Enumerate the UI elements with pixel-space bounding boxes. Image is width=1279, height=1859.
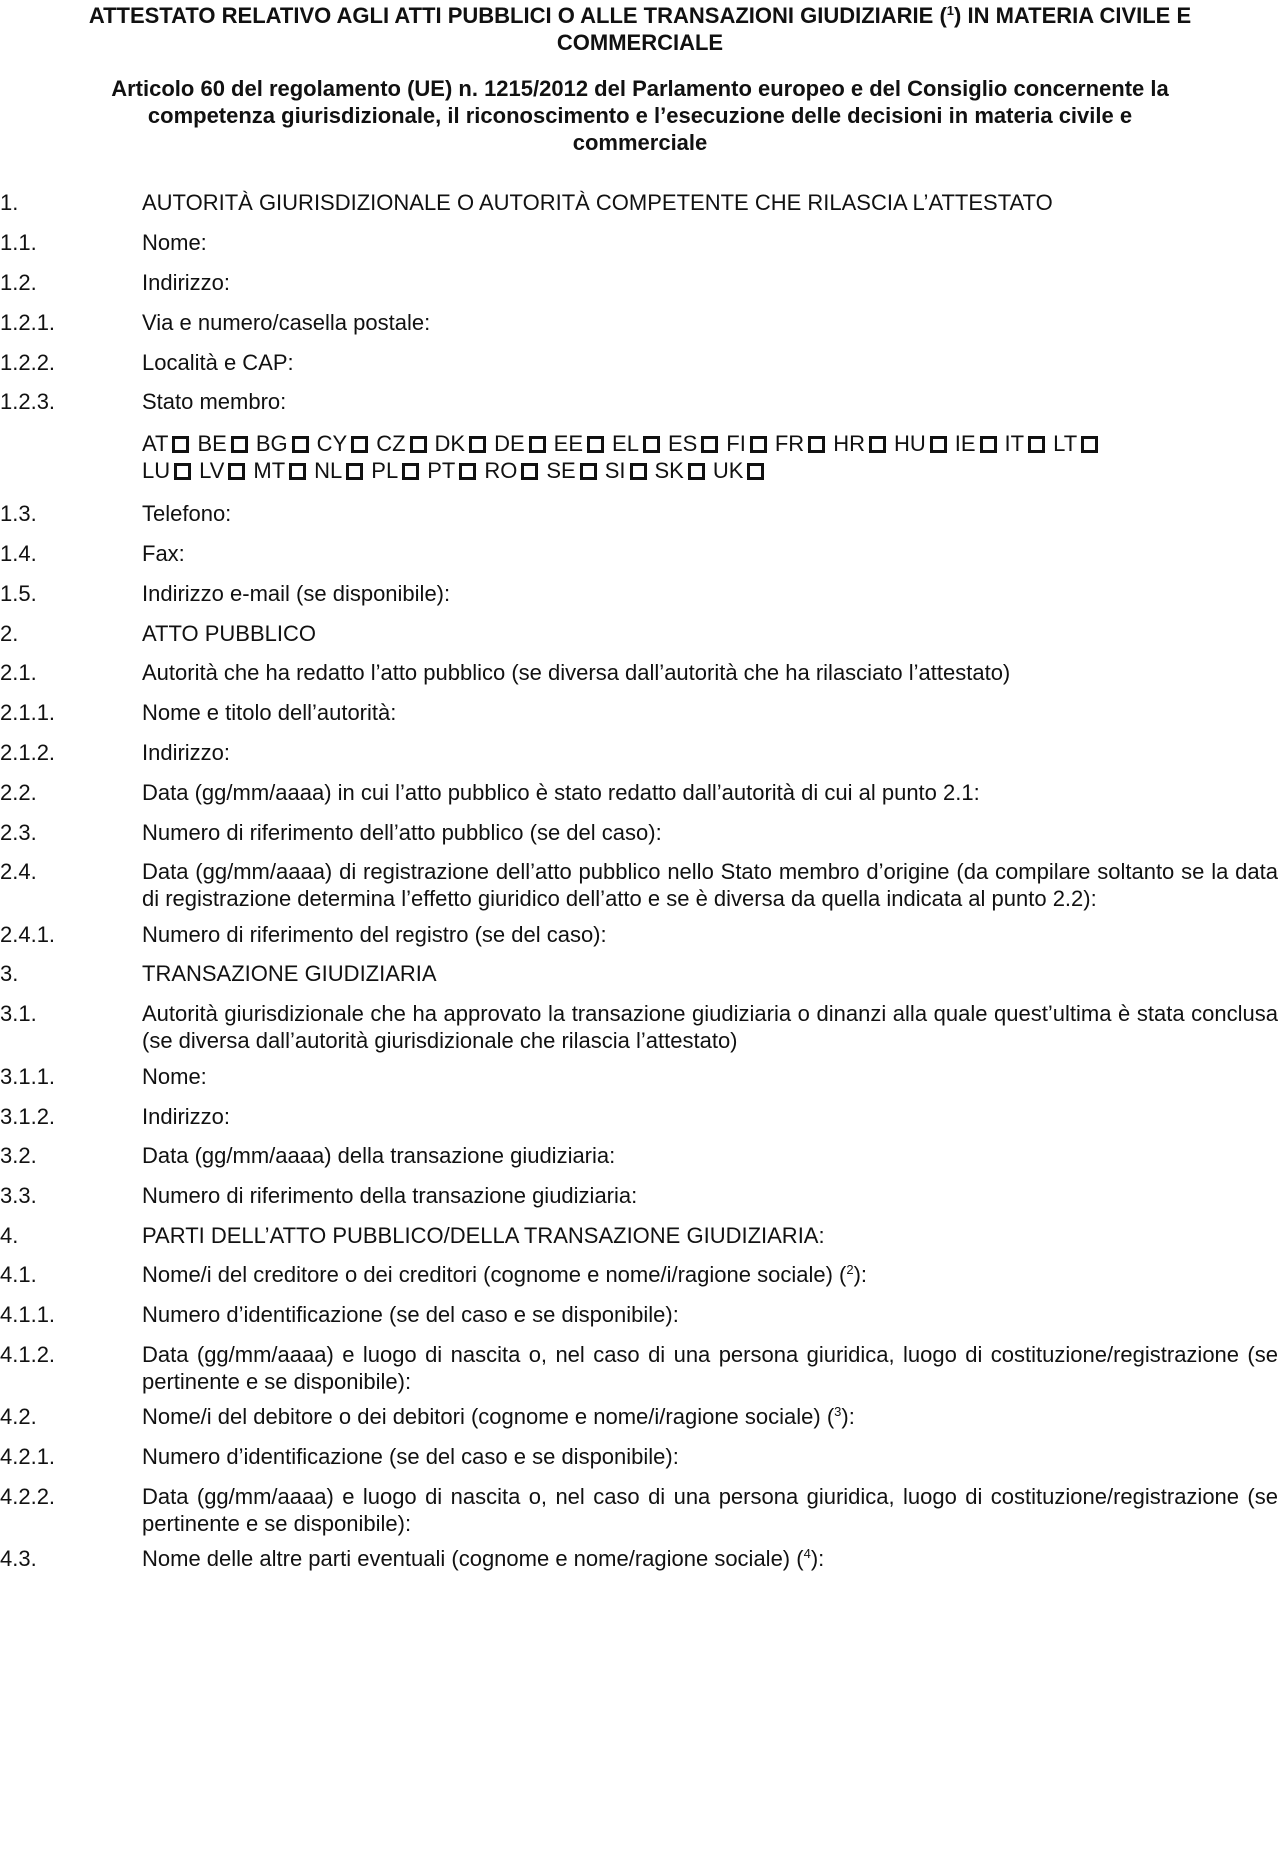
member-state-code: DE: [494, 431, 525, 456]
item-number: 1.2.3.: [0, 389, 56, 414]
member-state-code: EL: [612, 431, 639, 456]
member-state-row-2: [142, 457, 772, 484]
member-state-option[interactable]: [197, 430, 253, 457]
item-label: Nome e titolo dell’autorità:: [142, 700, 397, 725]
checkbox[interactable]: [701, 436, 718, 453]
checkbox[interactable]: [688, 463, 705, 480]
member-state-code: CY: [316, 431, 348, 456]
footnote-ref: 3: [834, 1404, 842, 1419]
checkbox[interactable]: [930, 436, 947, 453]
item-label: Numero di riferimento della transazione giudiziaria:: [142, 1183, 638, 1208]
item-number: 1.4.: [0, 541, 37, 566]
item-label: Stato membro:: [142, 389, 287, 414]
member-state-code: LV: [199, 458, 225, 483]
member-state-code: DK: [434, 431, 466, 456]
item-label: Data (gg/mm/aaaa) in cui l’atto pubblico è stato redatto dall’autorità di cui al punto 2.1:: [142, 780, 980, 805]
member-state-option[interactable]: [605, 457, 653, 484]
checkbox[interactable]: [346, 463, 363, 480]
item-number: 4.1.: [0, 1262, 37, 1287]
member-state-option[interactable]: [726, 430, 773, 457]
member-state-option[interactable]: [955, 430, 1003, 457]
item-number: 2.4.: [0, 859, 37, 884]
member-state-option[interactable]: [376, 430, 432, 457]
member-state-code: SK: [654, 458, 684, 483]
item-number: 4.1.2.: [0, 1342, 56, 1367]
member-state-option[interactable]: [494, 430, 552, 457]
member-state-option[interactable]: [256, 430, 315, 457]
member-state-option[interactable]: [435, 430, 493, 457]
item-label: Località e CAP:: [142, 350, 294, 375]
member-state-option[interactable]: [199, 457, 251, 484]
member-state-code: BG: [255, 431, 288, 456]
member-state-option[interactable]: [314, 457, 369, 484]
item-number: 2.1.: [0, 660, 37, 685]
item-label: PARTI DELL’ATTO PUBBLICO/DELLA TRANSAZIONE GIUDIZIARIA:: [142, 1223, 825, 1248]
member-state-code: ES: [667, 431, 698, 456]
checkbox[interactable]: [808, 436, 825, 453]
member-state-option[interactable]: [668, 430, 724, 457]
member-state-code: SE: [546, 458, 576, 483]
member-state-option[interactable]: [655, 457, 711, 484]
member-state-code: MT: [253, 458, 286, 483]
member-state-option[interactable]: [612, 430, 666, 457]
item-number: 4.: [0, 1223, 19, 1248]
item-number: 2.4.1.: [0, 922, 56, 947]
item-label: Nome delle altre parti eventuali (cognome e nome/ragione sociale) ($^4$):: [142, 1546, 825, 1571]
item-label: Nome/i del creditore o dei creditori (cognome e nome/i/ragione sociale) ($^2$):: [142, 1262, 868, 1287]
member-state-code: SI: [604, 458, 626, 483]
member-state-option[interactable]: [554, 430, 610, 457]
item-number: 3.: [0, 961, 19, 986]
checkbox[interactable]: [289, 463, 306, 480]
item-label: Fax:: [142, 541, 185, 566]
item-number: 4.2.: [0, 1404, 37, 1429]
item-label: Indirizzo e-mail (se disponibile):: [142, 581, 451, 606]
member-state-code: LT: [1053, 431, 1078, 456]
checkbox[interactable]: [231, 436, 248, 453]
member-state-option[interactable]: [253, 457, 312, 484]
item-label: Indirizzo:: [142, 740, 231, 765]
member-state-option[interactable]: [371, 457, 425, 484]
item-number: 3.3.: [0, 1183, 37, 1208]
member-state-option[interactable]: [775, 430, 831, 457]
item-number: 1.3.: [0, 501, 37, 526]
footnote-ref: 4: [803, 1546, 811, 1561]
item-label: Numero di riferimento dell’atto pubblico (se del caso):: [142, 820, 662, 845]
checkbox[interactable]: [459, 463, 476, 480]
checkbox[interactable]: [402, 463, 419, 480]
item-label: Data (gg/mm/aaaa) e luogo di nascita o, nel caso di una persona giuridica, luogo di costituzione/registrazione (se pertinente e se disponibile):: [142, 1342, 1278, 1394]
item-label: Autorità che ha redatto l’atto pubblico (se diversa dall’autorità che ha rilasciato l’attestato): [142, 660, 1011, 685]
checkbox[interactable]: [643, 436, 660, 453]
item-number: 1.2.1.: [0, 310, 56, 335]
checkbox[interactable]: [747, 463, 764, 480]
member-state-code: NL: [314, 458, 343, 483]
item-label: Nome:: [142, 1064, 207, 1089]
item-label: Numero d’identificazione (se del caso e se disponibile):: [142, 1302, 679, 1327]
item-label: Telefono:: [142, 501, 232, 526]
item-number: 4.2.2.: [0, 1484, 56, 1509]
item-number: 4.1.1.: [0, 1302, 56, 1327]
item-label: AUTORITÀ GIURISDIZIONALE O AUTORITÀ COMPETENTE CHE RILASCIA L’ATTESTATO: [142, 190, 1053, 215]
member-state-option[interactable]: [427, 457, 482, 484]
item-number: 3.1.: [0, 1001, 37, 1026]
footnote-ref: 1: [946, 3, 955, 18]
member-state-code: CZ: [376, 431, 406, 456]
member-state-option[interactable]: [1053, 430, 1104, 457]
checkbox[interactable]: [521, 463, 538, 480]
item-number: 1.: [0, 190, 19, 215]
item-label: Data (gg/mm/aaaa) della transazione giudiziaria:: [142, 1143, 616, 1168]
item-label: Data (gg/mm/aaaa) e luogo di nascita o, nel caso di una persona giuridica, luogo di costituzione/registrazione (se pertinente e se disponibile):: [142, 1484, 1278, 1536]
item-label: TRANSAZIONE GIUDIZIARIA: [142, 961, 437, 986]
member-state-code: IT: [1004, 431, 1025, 456]
item-number: 2.: [0, 621, 19, 646]
item-number: 2.2.: [0, 780, 37, 805]
member-state-code: PT: [427, 458, 456, 483]
item-label: Nome:: [142, 230, 207, 255]
document-title: ATTESTATO RELATIVO AGLI ATTI PUBBLICI O ALLE TRANSAZIONI GIUDIZIARIE ($^1$) IN MATERIA CIVILE E COMMERCIALE: [88, 3, 1192, 55]
member-state-option[interactable]: [713, 457, 771, 484]
checkbox[interactable]: [587, 436, 604, 453]
member-state-code: UK: [712, 458, 744, 483]
item-number: 1.2.: [0, 270, 37, 295]
item-number: 1.2.2.: [0, 350, 56, 375]
item-number: 2.3.: [0, 820, 37, 845]
member-state-option[interactable]: [546, 457, 602, 484]
checkbox[interactable]: [228, 463, 245, 480]
checkbox[interactable]: [869, 436, 886, 453]
item-label: Autorità giurisdizionale che ha approvato la transazione giudiziaria o dinanzi alla quale quest’ultima è stata conclusa (se diversa dall’autorità giurisdizionale che rilascia l’attestato): [142, 1001, 1278, 1053]
item-label: ATTO PUBBLICO: [142, 621, 317, 646]
checkbox[interactable]: [351, 436, 368, 453]
item-label: Numero d’identificazione (se del caso e se disponibile):: [142, 1444, 679, 1469]
document-subtitle: Articolo 60 del regolamento (UE) n. 1215/2012 del Parlamento europeo e del Consiglio concernente la competenza giurisdizionale, il riconoscimento e l’esecuzione delle decisioni in materia civile e commerciale: [111, 76, 1169, 155]
member-state-option[interactable]: [317, 430, 375, 457]
item-label: Nome/i del debitore o dei debitori (cognome e nome/i/ragione sociale) ($^3$):: [142, 1404, 855, 1429]
item-number: 1.5.: [0, 581, 37, 606]
footnote-ref: 2: [846, 1262, 854, 1277]
item-label: Via e numero/casella postale:: [142, 310, 431, 335]
item-number: 3.1.1.: [0, 1064, 56, 1089]
member-state-option[interactable]: [894, 430, 953, 457]
member-state-option[interactable]: [484, 457, 544, 484]
checkbox[interactable]: [750, 436, 767, 453]
checkbox[interactable]: [172, 436, 189, 453]
member-state-code: PL: [371, 458, 399, 483]
item-label: Numero di riferimento del registro (se del caso):: [142, 922, 607, 947]
item-number: 3.1.2.: [0, 1104, 56, 1129]
checkbox[interactable]: [174, 463, 191, 480]
member-state-code: HU: [893, 431, 926, 456]
item-number: 2.1.1.: [0, 700, 56, 725]
item-number: 1.1.: [0, 230, 37, 255]
member-state-code: EE: [553, 431, 584, 456]
item-number: 3.2.: [0, 1143, 37, 1168]
checkbox[interactable]: [630, 463, 647, 480]
item-number: 4.2.1.: [0, 1444, 56, 1469]
checkbox[interactable]: [469, 436, 486, 453]
item-number: 4.3.: [0, 1546, 37, 1571]
checkbox[interactable]: [1081, 436, 1098, 453]
member-state-code: FI: [726, 431, 746, 456]
item-label: Indirizzo:: [142, 1104, 231, 1129]
checkbox[interactable]: [292, 436, 309, 453]
member-state-option[interactable]: [833, 430, 892, 457]
checkbox[interactable]: [1028, 436, 1045, 453]
member-state-code: AT: [142, 431, 169, 456]
item-number: 2.1.2.: [0, 740, 56, 765]
member-state-option[interactable]: [142, 430, 195, 457]
member-state-code: FR: [774, 431, 805, 456]
item-label: Indirizzo:: [142, 270, 231, 295]
checkbox[interactable]: [580, 463, 597, 480]
checkbox[interactable]: [410, 436, 427, 453]
member-state-code: BE: [197, 431, 227, 456]
member-state-code: HR: [833, 431, 865, 456]
member-state-option[interactable]: [1005, 430, 1052, 457]
checkbox[interactable]: [980, 436, 997, 453]
member-state-option[interactable]: [142, 457, 197, 484]
member-state-row-1: [142, 430, 1106, 457]
member-state-code: LU: [142, 458, 171, 483]
member-state-code: RO: [484, 458, 518, 483]
checkbox[interactable]: [529, 436, 546, 453]
member-state-code: IE: [954, 431, 976, 456]
item-label: Data (gg/mm/aaaa) di registrazione dell’atto pubblico nello Stato membro d’origine (da compilare soltanto se la data di registrazione determina l’effetto giuridico dell’atto e se è diversa da quella indicata al punto 2.2):: [142, 859, 1278, 911]
